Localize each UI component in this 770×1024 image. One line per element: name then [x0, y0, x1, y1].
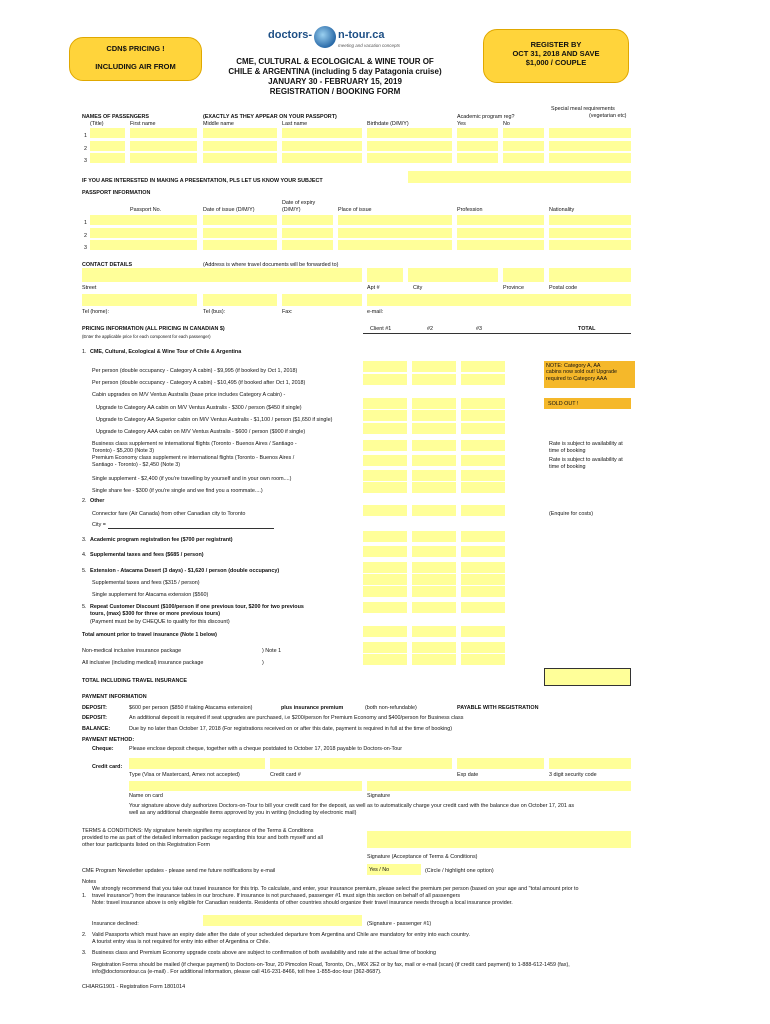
business-line-2: Toronto) - $5,200 (Note 3)	[92, 448, 155, 454]
nationality-field[interactable]	[549, 215, 631, 225]
category-note-box	[544, 361, 635, 388]
client-3-amount[interactable]	[461, 440, 505, 451]
profession-field[interactable]	[457, 240, 544, 250]
profession-field[interactable]	[457, 215, 544, 225]
address-note: (Address is where travel documents will be forwarded to)	[203, 262, 339, 268]
cdn-pricing-line-2: INCLUDING AIR FROM	[95, 62, 176, 71]
client-2-amount[interactable]	[412, 642, 456, 653]
note-2-number: 2.	[82, 932, 87, 938]
deposit-1-label: DEPOSIT:	[82, 705, 107, 711]
title-line-4: REGISTRATION / BOOKING FORM	[269, 87, 401, 96]
client-3-amount[interactable]	[461, 410, 505, 421]
client-3-amount[interactable]	[461, 602, 505, 613]
client-1-amount[interactable]	[363, 374, 407, 385]
logo	[258, 26, 458, 52]
category-note-3: required to Category AAA	[546, 375, 608, 382]
names-label: NAMES OF PASSENGERS	[82, 114, 149, 120]
fax-field[interactable]	[282, 294, 362, 306]
client-3-amount[interactable]	[461, 470, 505, 481]
first-name-field[interactable]	[130, 153, 197, 163]
client-2-amount[interactable]	[412, 470, 456, 481]
total-before-insurance-line: Total amount prior to travel insurance (Note 1 below)	[82, 632, 217, 638]
note-2-line-2: A tourist entry visa is not required for entry into either of Argentina or Chile.	[92, 939, 270, 945]
section-2-number: 2.	[82, 498, 87, 504]
card-name-label: Name on card	[129, 793, 163, 799]
upgrade-aaa-line: Upgrade to Category AAA cabin on M/V Ventus Australis - $600 / person ($900 if single)	[96, 429, 306, 435]
client-1-amount[interactable]	[363, 410, 407, 421]
city-label: City	[413, 285, 423, 291]
first-name-field[interactable]	[130, 141, 197, 151]
tel-home-label: Tel (home):	[82, 309, 109, 315]
col-birth: Birthdate (D/M/Y)	[367, 121, 409, 127]
repeat-discount-line-1: Repeat Customer Discount ($100/person if one previous tour, $200 for two previous	[90, 604, 304, 610]
row-number: 3	[84, 245, 87, 251]
register-line-3: $1,000 / COUPLE	[525, 58, 587, 67]
apt-label: Apt #	[367, 285, 380, 291]
insurance-declined-field[interactable]	[203, 915, 362, 926]
insurance-paren: )	[262, 660, 264, 666]
client-1-amount[interactable]	[363, 654, 407, 665]
logo-text-left: doctors-	[268, 29, 312, 41]
client-2-amount[interactable]	[412, 505, 456, 516]
price-line-early: Per person (double occupancy - Category A cabin) - $9,995 (if booked by Oct 1, 2018)	[92, 368, 298, 374]
client-3-amount[interactable]	[461, 531, 505, 542]
cheque-label: Cheque:	[92, 746, 114, 752]
client-3-amount[interactable]	[461, 398, 505, 409]
title-field[interactable]	[90, 141, 125, 151]
business-line-1: Business class supplement re international flights (Toronto - Buenos Aires / Santiago -	[92, 441, 297, 447]
mailing-line-1: Registration Forms should be mailed (if cheque payment) to Doctors-on-Tour, 20 Pimcolon Road, Toronto, On., M6X 2E2 or by fax, mail or e-mail (scan) (if credit card payment) to 1-888-612-1459 (fax),	[92, 962, 570, 968]
client-3-amount[interactable]	[461, 423, 505, 434]
section-3-number: 3.	[82, 537, 87, 543]
client-1-amount[interactable]	[363, 423, 407, 434]
province-label: Province	[503, 285, 524, 291]
client-2-amount[interactable]	[412, 654, 456, 665]
first-name-field[interactable]	[130, 128, 197, 138]
col-yes: Yes	[457, 121, 466, 127]
insurance-declined-label: Insurance declined:	[92, 921, 139, 927]
client-1-amount[interactable]	[363, 398, 407, 409]
card-cvv-field[interactable]	[549, 758, 631, 769]
street-label: Street	[82, 285, 97, 291]
terms-line-3: other tour participants listed on this Registration Form	[82, 842, 210, 848]
extension-single-line: Single supplement for Atacama extension ($560)	[92, 592, 209, 598]
deposit-2-text: An additional deposit is required if seat upgrades are purchased, i.e $200/person for Premium Economy and $400/person for Business class	[129, 715, 464, 721]
rate-note-1a: Rate is subject to availability at	[549, 441, 623, 447]
yes-no-text: Yes / No	[369, 867, 390, 873]
enquire-note: (Enquire for costs)	[549, 511, 594, 517]
price-line-late: Per person (double occupancy - Category A cabin) - $10,495 (if booked after Oct 1, 2018)	[92, 380, 306, 386]
balance-text: Due by no later than October 17, 2018 (For registrations received on or after this date, payment is required in full at the time of booking)	[129, 726, 453, 732]
note-1-line-2: travel insurance") from the insurance tables in our brochure. If insurance is not purchased, passenger #1 must sign this section on behalf of all passengers	[92, 893, 461, 899]
academic-yes-field[interactable]	[457, 153, 498, 163]
insurance-note-1: ) Note 1	[262, 648, 282, 654]
col-last: Last name	[282, 121, 308, 127]
upgrade-aa-line: Upgrade to Category AA cabin on M/V Ventus Australis - $300 / person ($450 if single)	[96, 405, 302, 411]
expiry-date-field[interactable]	[282, 228, 333, 238]
client-3-amount[interactable]	[461, 482, 505, 493]
card-expiry-label: Exp date	[457, 772, 479, 778]
client-2-amount[interactable]	[412, 398, 456, 409]
middle-name-field[interactable]	[203, 153, 277, 163]
passport-no-field[interactable]	[90, 228, 197, 238]
client-2-label: #2	[427, 326, 433, 332]
client-3-amount[interactable]	[461, 361, 505, 372]
street-field[interactable]	[82, 268, 362, 282]
client-3-amount[interactable]	[461, 586, 505, 597]
balance-label: BALANCE:	[82, 726, 111, 732]
academic-no-field[interactable]	[503, 128, 544, 138]
client-3-label: #3	[476, 326, 482, 332]
client-2-amount[interactable]	[412, 546, 456, 557]
section-2-title: Other	[90, 498, 105, 504]
tel-bus-field[interactable]	[203, 294, 277, 306]
col-title: (Title)	[90, 121, 104, 127]
client-2-amount[interactable]	[412, 531, 456, 542]
repeat-discount-note: (Payment must be by CHEQUE to qualify for this discount)	[90, 619, 230, 625]
client-3-amount[interactable]	[461, 455, 505, 466]
academic-no-field[interactable]	[503, 141, 544, 151]
premium-line-2: Santiago - Toronto) - $2,450 (Note 3)	[92, 462, 180, 468]
client-1-amount[interactable]	[363, 440, 407, 451]
deposit-1-text: $600 per person ($850 if taking Atacama extension)	[129, 705, 253, 711]
client-3-amount[interactable]	[461, 642, 505, 653]
row-number: 1	[84, 220, 87, 226]
passenger-1-signature-label: (Signature - passenger #1)	[367, 921, 432, 927]
expiry-date-field[interactable]	[282, 240, 333, 250]
section-4-title: Supplemental taxes and fees ($685 / person)	[90, 552, 204, 558]
newsletter-text: CME Program Newsletter updates - please send me future notifications by e-mail	[82, 868, 276, 874]
terms-line-2: provided to me as part of the detailed information package regarding this tour and both myself and all	[82, 835, 323, 841]
payable-with-registration: PAYABLE WITH REGISTRATION	[457, 705, 539, 711]
note-1-line-1: We strongly recommend that you take out travel insurance for this trip. To calculate, and enter, your insurance premium, please select the premium per person (based on your age and "total amount prior to	[92, 886, 579, 892]
issue-date-field[interactable]	[203, 240, 277, 250]
row-number: 2	[84, 146, 87, 152]
client-1-amount[interactable]	[363, 531, 407, 542]
passport-no-field[interactable]	[90, 240, 197, 250]
card-name-field[interactable]	[129, 781, 362, 791]
client-3-amount[interactable]	[461, 626, 505, 637]
email-label: e-mail:	[367, 309, 384, 315]
card-signature-field[interactable]	[367, 781, 631, 791]
passport-no-field[interactable]	[90, 215, 197, 225]
client-3-amount[interactable]	[461, 374, 505, 385]
insurance-nonmedical-line: Non-medical inclusive insurance package	[82, 648, 182, 654]
category-note-1: NOTE: Category A, AA	[546, 363, 601, 369]
note-3-text: Business class and Premium Economy upgrade costs above are subject to confirmation of both availability and rate at the actual time of booking	[92, 950, 436, 956]
birthdate-field[interactable]	[367, 141, 452, 151]
note-1-line-3: Note: travel insurance above is only eligible for Canadian residents. Residents of other countries should organize their travel insurance needs through a local insurance provider.	[92, 900, 513, 906]
meal-field[interactable]	[549, 128, 631, 138]
city-field[interactable]	[408, 268, 498, 282]
col-expiry-1: Date of expiry	[282, 200, 316, 206]
cdn-pricing-line-1: CDN$ PRICING !	[106, 44, 165, 53]
passport-heading: PASSPORT INFORMATION	[82, 190, 151, 196]
client-2-amount[interactable]	[412, 361, 456, 372]
payment-heading: PAYMENT INFORMATION	[82, 694, 147, 700]
note-2-line-1: Valid Passports which must have an expiry date after the date of your scheduled departure from Argentina and Chile are mandatory for entry into each country.	[92, 932, 470, 938]
payment-method-heading: PAYMENT METHOD:	[82, 737, 135, 743]
row-number: 1	[84, 133, 87, 139]
category-note-2: cabins now sold out! Upgrade	[546, 369, 618, 376]
birthdate-field[interactable]	[367, 153, 452, 163]
title-field[interactable]	[90, 153, 125, 163]
client-3-amount[interactable]	[461, 546, 505, 557]
client-2-amount[interactable]	[412, 455, 456, 466]
register-line-2: OCT 31, 2018 AND SAVE	[512, 49, 600, 58]
middle-name-field[interactable]	[203, 141, 277, 151]
client-1-amount[interactable]	[363, 482, 407, 493]
meal-field[interactable]	[549, 153, 631, 163]
tel-bus-label: Tel (bus):	[203, 309, 226, 315]
client-2-amount[interactable]	[412, 626, 456, 637]
card-type-label: Type (Visa or Mastercard, Amex not accepted)	[129, 772, 240, 778]
middle-name-field[interactable]	[203, 128, 277, 138]
mailing-line-2: info@doctorsontour.ca (e-mail) . For additional information, please call 416-231-8466, toll free 1-855-doc-tour (362-8687).	[92, 969, 382, 975]
card-signature-label: Signature	[367, 793, 391, 799]
col-academic: Academic program reg?	[457, 114, 515, 120]
total-incl-insurance-line: TOTAL INCLUDING TRAVEL INSURANCE	[82, 678, 187, 684]
presentation-label: IF YOU ARE INTERESTED IN MAKING A PRESENTATION, PLS LET US KNOW YOUR SUBJECT	[82, 178, 323, 184]
section-1-title: CME, Cultural, Ecological & Wine Tour of Chile & Argentina	[90, 349, 242, 355]
client-1-amount[interactable]	[363, 586, 407, 597]
client-3-amount[interactable]	[461, 574, 505, 585]
insurance-allinclusive-line: All inclusive (including medical) insurance package	[82, 660, 204, 666]
client-2-amount[interactable]	[412, 440, 456, 451]
row-number: 2	[84, 233, 87, 239]
last-name-field[interactable]	[282, 141, 362, 151]
section-1-number: 1.	[82, 349, 87, 355]
cdn-pricing-badge	[69, 37, 202, 81]
place-field[interactable]	[338, 215, 452, 225]
expiry-date-field[interactable]	[282, 215, 333, 225]
title-field[interactable]	[90, 128, 125, 138]
client-3-amount[interactable]	[461, 505, 505, 516]
register-line-1: REGISTER BY	[530, 40, 582, 49]
presentation-field[interactable]	[408, 171, 631, 183]
col-first: First name	[130, 121, 156, 127]
client-1-amount[interactable]	[363, 546, 407, 557]
logo-text-right: n-tour.ca	[338, 29, 385, 41]
globe-icon	[314, 26, 336, 48]
email-field[interactable]	[367, 294, 631, 306]
section-6-number: 5.	[82, 604, 87, 610]
authorization-text-1: Your signature above duly authorizes Doctors-on-Tour to bill your credit card for the deposit, as well as to automatically charge your credit card with the balance due on October 17, 201 as	[129, 803, 575, 809]
sold-out-badge	[544, 398, 631, 409]
place-field[interactable]	[338, 240, 452, 250]
single-share-line: Single share fee - $300 (if you're single and we find you a roommate....)	[92, 488, 263, 494]
nationality-field[interactable]	[549, 228, 631, 238]
client-2-amount[interactable]	[412, 574, 456, 585]
card-cvv-label: 3 digit security code	[549, 772, 597, 778]
client-2-amount[interactable]	[412, 374, 456, 385]
connector-city-line[interactable]	[108, 528, 274, 529]
deposit-1-nonrefundable: (both non-refundable)	[365, 705, 417, 711]
meal-label-2: (vegetarian etc)	[589, 113, 627, 119]
pricing-heading: PRICING INFORMATION (ALL PRICING IN CANADIAN $)	[82, 326, 225, 332]
profession-field[interactable]	[457, 228, 544, 238]
col-nationality: Nationality	[549, 207, 575, 213]
issue-date-field[interactable]	[203, 215, 277, 225]
title-line-2: CHILE & ARGENTINA (including 5 day Patagonia cruise)	[228, 67, 442, 76]
client-2-amount[interactable]	[412, 410, 456, 421]
note-1-number: 1.	[82, 893, 87, 899]
title-line-3: JANUARY 30 - FEBRUARY 15, 2019	[268, 77, 402, 86]
col-middle: Middle name	[203, 121, 234, 127]
client-2-amount[interactable]	[412, 602, 456, 613]
client-3-amount[interactable]	[461, 562, 505, 573]
academic-yes-field[interactable]	[457, 128, 498, 138]
client-2-amount[interactable]	[412, 482, 456, 493]
col-no: No	[503, 121, 510, 127]
postal-label: Postal code	[549, 285, 578, 291]
client-1-amount[interactable]	[363, 562, 407, 573]
client-1-amount[interactable]	[363, 470, 407, 481]
credit-card-label: Credit card:	[92, 764, 123, 770]
apt-field[interactable]	[367, 268, 403, 282]
total-label: TOTAL	[578, 326, 596, 332]
circle-note: (Circle / highlight one option)	[425, 868, 494, 874]
postal-field[interactable]	[549, 268, 631, 282]
single-supplement-line: Single supplement - $2,400 (if you're travelling by yourself and in your own room....)	[92, 476, 292, 482]
academic-yes-field[interactable]	[457, 141, 498, 151]
terms-signature-field[interactable]	[367, 831, 631, 848]
client-1-amount[interactable]	[363, 361, 407, 372]
row-number: 3	[84, 158, 87, 164]
place-field[interactable]	[338, 228, 452, 238]
pricing-subnote: (Enter the applicable price for each component for each passenger)	[82, 334, 211, 339]
rate-note-2a: Rate is subject to availability at	[549, 457, 623, 463]
section-5-number: 5.	[82, 568, 87, 574]
section-3-title: Academic program registration fee ($700 per registrant)	[90, 537, 233, 543]
card-number-field[interactable]	[270, 758, 452, 769]
pricing-header-rule	[363, 333, 631, 334]
fax-label: Fax:	[282, 309, 293, 315]
col-profession: Profession	[457, 207, 483, 213]
extension-taxes-line: Supplemental taxes and fees ($315 / person)	[92, 580, 200, 586]
last-name-field[interactable]	[282, 153, 362, 163]
cheque-text: Please enclose deposit cheque, together with a cheque postdated to October 17, 2018 payable to Doctors-on-Tour	[129, 746, 403, 752]
section-4-number: 4.	[82, 552, 87, 558]
client-1-amount[interactable]	[363, 642, 407, 653]
col-place: Place of issue	[338, 207, 372, 213]
client-1-amount[interactable]	[363, 574, 407, 585]
deposit-2-label: DEPOSIT:	[82, 715, 107, 721]
city-equals-label: City =	[92, 522, 106, 528]
deposit-1-insurance: plus insurance premium	[281, 705, 344, 711]
terms-line-1: TERMS & CONDITIONS: My signature herein signifies my acceptance of the Terms & Conditions	[82, 828, 314, 834]
cabin-upgrades-label: Cabin upgrades on M/V Ventus Australis (base price includes Category A cabin) -	[92, 392, 286, 398]
academic-no-field[interactable]	[503, 153, 544, 163]
client-1-amount[interactable]	[363, 455, 407, 466]
birthdate-field[interactable]	[367, 128, 452, 138]
client-2-amount[interactable]	[412, 423, 456, 434]
col-issue: Date of issue (D/M/Y)	[203, 207, 255, 213]
client-2-amount[interactable]	[412, 562, 456, 573]
passport-exact-note: (EXACTLY AS THEY APPEAR ON YOUR PASSPORT)	[203, 114, 337, 120]
form-code-footer: CHIARG1901 - Registration Form 1801014	[82, 984, 186, 990]
contact-heading: CONTACT DETAILS	[82, 262, 133, 268]
tel-home-field[interactable]	[82, 294, 197, 306]
province-field[interactable]	[503, 268, 544, 282]
newsletter-yes-no[interactable]	[367, 864, 421, 875]
grand-total-field[interactable]	[544, 668, 631, 686]
issue-date-field[interactable]	[203, 228, 277, 238]
upgrade-aa-superior-line: Upgrade to Category AA Superior cabin on M/V Ventus Australis - $1,100 / person ($1,650 if single)	[96, 417, 333, 423]
last-name-field[interactable]	[282, 128, 362, 138]
premium-line-1: Premium Economy class supplement re international flights (Toronto - Buenos Aires /	[92, 455, 295, 461]
connector-fare-line: Connector fare (Air Canada) from other Canadian city to Toronto	[92, 511, 246, 517]
client-1-amount[interactable]	[363, 505, 407, 516]
meal-field[interactable]	[549, 141, 631, 151]
col-passport-no: Passport No.	[130, 207, 162, 213]
sold-out-text: SOLD OUT !	[548, 401, 579, 407]
terms-signature-label: Signature (Acceptance of Terms & Conditions)	[367, 854, 478, 860]
notes-heading: Notes	[82, 879, 97, 885]
register-by-badge	[483, 29, 629, 83]
title-line-1: CME, CULTURAL & ECOLOGICAL & WINE TOUR OF	[236, 57, 434, 66]
meal-label-1: Special meal requirements	[551, 106, 615, 112]
client-1-label: Client #1	[370, 326, 392, 332]
card-expiry-field[interactable]	[457, 758, 544, 769]
rate-note-1b: time of booking	[549, 448, 586, 454]
client-1-amount[interactable]	[363, 626, 407, 637]
card-type-field[interactable]	[129, 758, 265, 769]
repeat-discount-line-2: tours, (max) $300 for three or more previous tours)	[90, 611, 221, 617]
form-title	[205, 57, 465, 97]
note-3-number: 3.	[82, 950, 87, 956]
client-2-amount[interactable]	[412, 586, 456, 597]
client-3-amount[interactable]	[461, 654, 505, 665]
client-1-amount[interactable]	[363, 602, 407, 613]
section-5-title: Extension - Atacama Desert (3 days) - $1,620 / person (double occupancy)	[90, 568, 280, 574]
logo-tagline: meeting and vacation concepts	[338, 43, 401, 48]
card-number-label: Credit card #	[270, 772, 301, 778]
col-expiry-2: (D/M/Y)	[282, 207, 301, 213]
rate-note-2b: time of booking	[549, 464, 586, 470]
authorization-text-2: well as any additional chargeable items approved by you in writing (including by electronic mail)	[129, 810, 357, 816]
nationality-field[interactable]	[549, 240, 631, 250]
